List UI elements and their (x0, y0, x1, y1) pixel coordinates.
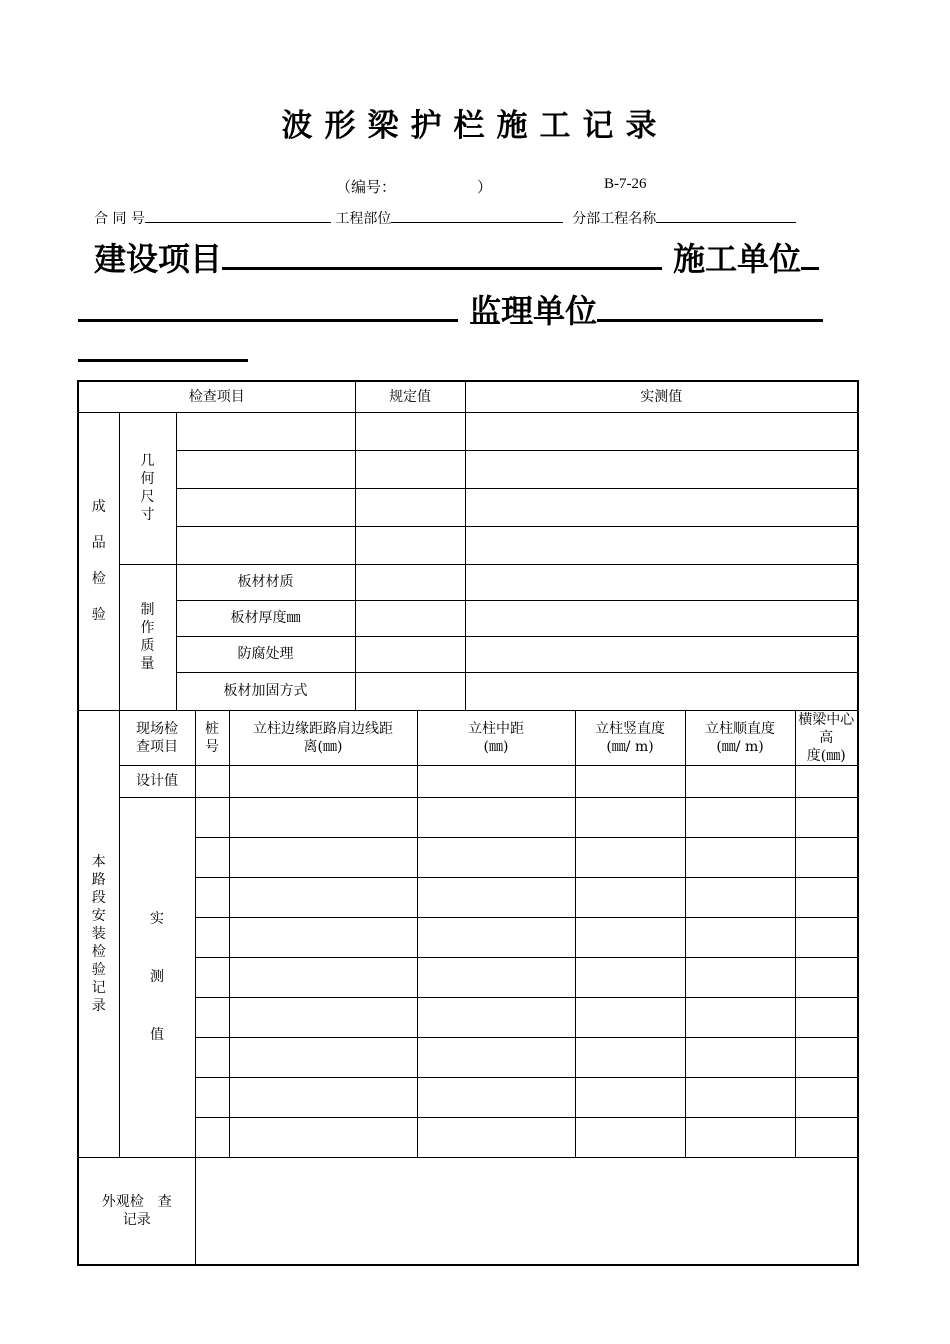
cell-spacing[interactable] (417, 997, 575, 1037)
cell-vertical[interactable] (575, 837, 685, 877)
design-value-label: 设计值 (119, 765, 195, 797)
production-measured-cell[interactable] (465, 636, 858, 672)
production-measured-cell[interactable] (465, 672, 858, 710)
production-measured-cell[interactable] (465, 600, 858, 636)
col-beam-height: 横梁中心高 度(㎜) (795, 710, 858, 765)
production-quality-label: 制 作 质 量 (119, 564, 176, 710)
cell-edge[interactable] (229, 997, 417, 1037)
cell-spacing[interactable] (417, 917, 575, 957)
cell-smooth[interactable] (685, 1077, 795, 1117)
finished-product-inspection-label: 成 品 检 验 (78, 412, 119, 710)
cell-vertical[interactable] (575, 1117, 685, 1157)
geometry-measured-cell[interactable] (465, 412, 858, 450)
measured-row (78, 997, 858, 1037)
appearance-inspection-label: 外观检 查 记录 (78, 1157, 195, 1265)
cell-vertical[interactable] (575, 797, 685, 837)
measured-row (78, 917, 858, 957)
col-site-item: 现场检 查项目 (119, 710, 195, 765)
geometry-row-2 (78, 450, 858, 488)
production-row-3 (78, 636, 858, 672)
geometry-measured-cell[interactable] (465, 450, 858, 488)
production-item: 板材加固方式 (176, 672, 355, 710)
cell-edge[interactable] (229, 1117, 417, 1157)
cell-smooth[interactable] (685, 1037, 795, 1077)
header-line-2 (78, 286, 878, 332)
supervisor-label: 监理单位 (469, 292, 598, 330)
cell-smooth[interactable] (685, 877, 795, 917)
col-pile-number: 桩 号 (195, 710, 229, 765)
cell-pile[interactable] (195, 877, 229, 917)
measured-row (78, 1077, 858, 1117)
cell-beam[interactable] (795, 957, 858, 997)
cell-smooth[interactable] (685, 957, 795, 997)
cell-beam[interactable] (795, 1037, 858, 1077)
subproject-label: 分部工程名称 (572, 211, 657, 227)
measured-row (78, 957, 858, 997)
table2-header-row (78, 710, 858, 765)
cell-vertical[interactable] (575, 877, 685, 917)
geometry-spec-cell[interactable] (355, 450, 465, 488)
contractor-blank-b[interactable] (78, 297, 458, 322)
col-straightness: 立柱顺直度 (㎜/ m) (685, 710, 795, 765)
cell-edge[interactable] (229, 1037, 417, 1077)
cell-pile[interactable] (195, 1077, 229, 1117)
cell-vertical[interactable] (575, 765, 685, 797)
cell-beam[interactable] (795, 1117, 858, 1157)
cell-spacing[interactable] (417, 765, 575, 797)
geometry-size-label: 几 何 尺 寸 (119, 412, 176, 564)
cell-beam[interactable] (795, 917, 858, 957)
cell-edge[interactable] (229, 837, 417, 877)
cell-smooth[interactable] (685, 837, 795, 877)
cell-spacing[interactable] (417, 1117, 575, 1157)
cell-beam[interactable] (795, 837, 858, 877)
subproject-blank[interactable] (656, 209, 796, 223)
measured-row (78, 837, 858, 877)
cell-edge[interactable] (229, 1077, 417, 1117)
supervisor-blank-a[interactable] (597, 297, 823, 322)
production-spec-cell[interactable] (355, 600, 465, 636)
cell-smooth[interactable] (685, 1117, 795, 1157)
meta-line (94, 208, 796, 228)
measured-row (78, 1117, 858, 1157)
cell-pile[interactable] (195, 957, 229, 997)
appearance-row (78, 1157, 858, 1265)
appearance-record-cell[interactable] (195, 1157, 858, 1265)
cell-pile[interactable] (195, 797, 229, 837)
cell-spacing[interactable] (417, 837, 575, 877)
cell-smooth[interactable] (685, 997, 795, 1037)
cell-edge[interactable] (229, 877, 417, 917)
cell-spacing[interactable] (417, 957, 575, 997)
contract-blank[interactable] (145, 209, 331, 223)
document-title: 波形梁护栏施工记录 (281, 108, 669, 144)
cell-vertical[interactable] (575, 957, 685, 997)
geometry-spec-cell[interactable] (355, 412, 465, 450)
measured-row (78, 797, 858, 837)
cell-vertical[interactable] (575, 1077, 685, 1117)
production-item: 板材厚度㎜ (176, 600, 355, 636)
cell-spacing[interactable] (417, 797, 575, 837)
cell-beam[interactable] (795, 877, 858, 917)
contractor-blank-a[interactable] (801, 245, 819, 270)
cell-pile[interactable] (195, 1037, 229, 1077)
cell-smooth[interactable] (685, 797, 795, 837)
production-spec-cell[interactable] (355, 636, 465, 672)
cell-beam[interactable] (795, 997, 858, 1037)
geometry-spec-cell[interactable] (355, 526, 465, 564)
geometry-measured-cell[interactable] (465, 526, 858, 564)
geometry-item-cell[interactable] (176, 450, 355, 488)
serial-number-label: （编号： ） (336, 178, 493, 196)
col-specified-value: 规定值 (355, 381, 465, 412)
cell-spacing[interactable] (417, 1077, 575, 1117)
installation-record-label: 本 路 段 安 装 检 验 记 录 (78, 710, 119, 1157)
geometry-item-cell[interactable] (176, 412, 355, 450)
cell-edge[interactable] (229, 917, 417, 957)
col-measured-value: 实测值 (465, 381, 858, 412)
project-blank[interactable] (222, 245, 662, 270)
cell-smooth[interactable] (685, 765, 795, 797)
cell-pile[interactable] (195, 837, 229, 877)
measured-value-label: 实 测 值 (119, 797, 195, 1157)
contract-label: 合 同 号 (94, 211, 145, 227)
cell-spacing[interactable] (417, 1037, 575, 1077)
col-post-spacing: 立柱中距 (㎜) (417, 710, 575, 765)
col-verticality: 立柱竖直度 (㎜/ m) (575, 710, 685, 765)
cell-vertical[interactable] (575, 917, 685, 957)
geometry-measured-cell[interactable] (465, 488, 858, 526)
project-label: 建设项目 (94, 240, 223, 278)
header-line-3 (78, 332, 878, 370)
measured-row (78, 877, 858, 917)
cell-beam[interactable] (795, 1077, 858, 1117)
geometry-row-3 (78, 488, 858, 526)
geometry-row-4 (78, 526, 858, 564)
table1-header-row (78, 381, 858, 412)
geometry-item-cell[interactable] (176, 488, 355, 526)
design-value-row (78, 765, 858, 797)
inspection-table (77, 380, 859, 1266)
cell-pile[interactable] (195, 1117, 229, 1157)
measured-row (78, 1037, 858, 1077)
cell-edge[interactable] (229, 957, 417, 997)
cell-beam[interactable] (795, 765, 858, 797)
cell-vertical[interactable] (575, 997, 685, 1037)
supervisor-blank-b[interactable] (78, 337, 248, 362)
cell-spacing[interactable] (417, 877, 575, 917)
production-row-2 (78, 600, 858, 636)
cell-pile[interactable] (195, 765, 229, 797)
cell-edge[interactable] (229, 797, 417, 837)
col-edge-distance: 立柱边缘距路肩边线距 离(㎜) (229, 710, 417, 765)
production-item: 板材材质 (176, 564, 355, 600)
production-row-4 (78, 672, 858, 710)
cell-smooth[interactable] (685, 917, 795, 957)
location-blank[interactable] (391, 209, 563, 223)
cell-pile[interactable] (195, 917, 229, 957)
col-inspection-item: 检查项目 (78, 381, 355, 412)
production-spec-cell[interactable] (355, 672, 465, 710)
cell-vertical[interactable] (575, 1037, 685, 1077)
form-code: B-7-26 (604, 176, 647, 192)
production-spec-cell[interactable] (355, 564, 465, 600)
location-label: 工程部位 (335, 211, 392, 227)
cell-beam[interactable] (795, 797, 858, 837)
production-item: 防腐处理 (176, 636, 355, 672)
geometry-row-1 (78, 412, 858, 450)
cell-edge[interactable] (229, 765, 417, 797)
cell-pile[interactable] (195, 997, 229, 1037)
geometry-spec-cell[interactable] (355, 488, 465, 526)
header-line-1 (94, 234, 894, 280)
production-measured-cell[interactable] (465, 564, 858, 600)
contractor-label: 施工单位 (673, 240, 802, 278)
geometry-item-cell[interactable] (176, 526, 355, 564)
production-row-1 (78, 564, 858, 600)
